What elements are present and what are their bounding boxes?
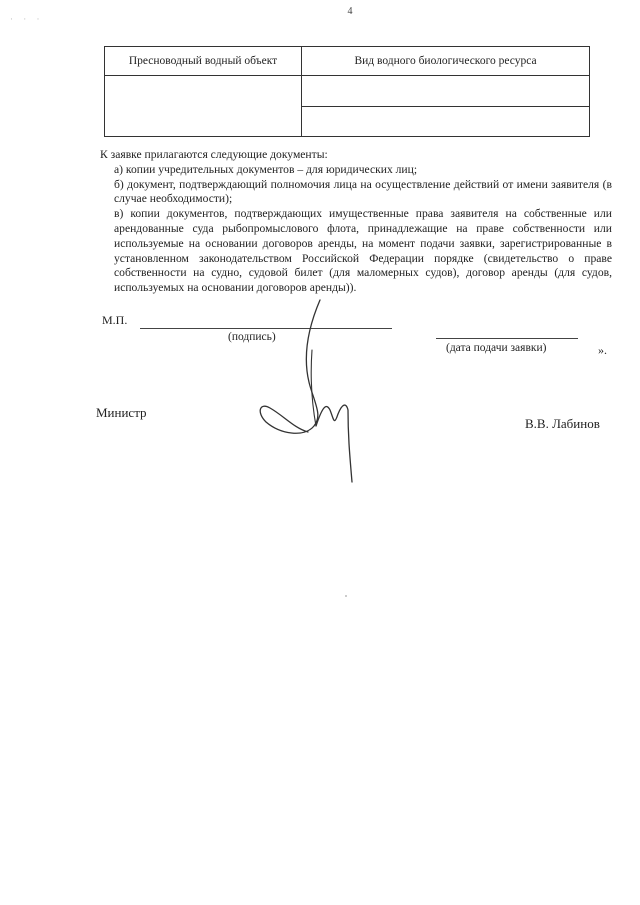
water-objects-table [104,46,590,137]
col-header-resource-type: Вид водного биологического ресурса [302,47,590,76]
col-header-water-object: Пресноводный водный объект [105,47,302,76]
handwritten-signature [250,298,360,488]
table-row [105,76,590,137]
scan-artifact [345,595,347,597]
docs-intro: К заявке прилагаются следующие документы: [100,148,328,161]
signatory-name: В.В. Лабинов [525,416,600,431]
table-subcell-empty [302,77,589,107]
table-cell-split [302,76,590,137]
date-caption: (дата подачи заявки) [446,342,547,354]
docs-item-a: а) копии учредительных документов – для юридических лиц; [114,162,418,176]
attached-documents [100,148,612,296]
docs-item-b: б) документ, подтверждающий полномочия лица на осуществление действий от имени заявителя (в случае необходимости); [114,177,612,206]
docs-item-c: в) копии документов, подтверждающих имущественные права заявителя на собственные или арендованные суда рыбопромыслового флота, принадлежащие на праве собственности или используемые на основании договоров аренды, на момент подачи заявки, зарегистрированные в установленном законодательством Российской Федерации порядке (свидетельство о праве собственности на судно, судовой билет (для маломерных судов), договор аренды (для судов, используемых на основании договоров аренды)). [114,207,612,295]
signature-caption: (подпись) [228,331,276,343]
closing-quote: ». [598,343,607,357]
table-subcell-empty [302,107,589,136]
signatory-position: Министр [96,405,147,420]
table-header-row [105,47,590,76]
date-line [436,338,578,339]
scan-artifact: · · · [10,14,44,24]
stamp-place-label: М.П. [102,313,128,327]
table-cell-empty [105,76,302,137]
page-number: 4 [347,6,353,17]
